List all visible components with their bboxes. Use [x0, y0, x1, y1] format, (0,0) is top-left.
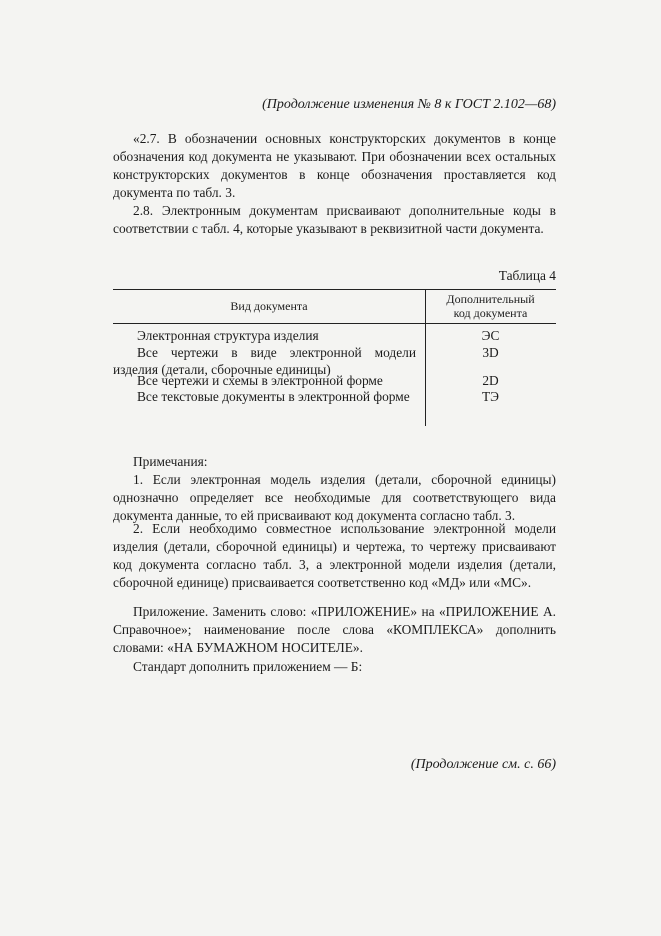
table-row-name: Все чертежи в виде электронной модели изделия (детали, сборочные единицы): [113, 345, 416, 377]
table-row-code: ТЭ: [481, 389, 500, 404]
supplement-paragraph: [113, 658, 556, 676]
note-2: [113, 520, 556, 592]
supplement-text: Стандарт дополнить приложением — Б:: [133, 659, 363, 674]
paragraph-2-7: [113, 130, 556, 202]
table-row-code: 3D: [482, 345, 499, 360]
table-row-name: Все чертежи и схемы в электронной форме: [137, 373, 383, 388]
column-header-doc-type: Вид документа: [230, 299, 308, 313]
table-header-rule: [113, 323, 556, 324]
paragraph-2-7-text: «2.7. В обозначении основных конструкторских документов в конце обозначения код документа не указывают. При обозначении всех остальных конструкторских документов в конце обозначения проставляется код документа по табл. 3.: [113, 131, 556, 200]
table-row-name: Электронная структура изделия: [137, 328, 319, 343]
column-header-extra-code-line1: Дополнительный: [446, 292, 535, 306]
table-row-name: Все текстовые документы в электронной форме: [137, 389, 410, 404]
appendix-text: Приложение. Заменить слово: «ПРИЛОЖЕНИЕ» на «ПРИЛОЖЕНИЕ А. Справочное»; наименование после слова «КОМПЛЕКСА» дополнить словами: «НА БУМАЖНОМ НОСИТЕЛЕ».: [113, 604, 556, 655]
table-row-code: 2D: [482, 373, 499, 388]
page-header: (Продолжение изменения № 8 к ГОСТ 2.102—68): [262, 97, 556, 112]
notes-title-text: Примечания:: [133, 454, 208, 469]
paragraph-2-8: [113, 202, 556, 238]
note-2-text: 2. Если необходимо совместное использование электронной модели изделия (детали, сборочной единицы) и чертежа, то чертежу присваивают код документа согласно табл. 3, а электронной модели изделия (детали, сборочной единице) присваивается соответственно код «МД» или «МС».: [113, 521, 556, 590]
table-top-rule: [113, 289, 556, 290]
paragraph-2-8-text: 2.8. Электронным документам присваивают дополнительные коды в соответствии с табл. 4, которые указывают в реквизитной части документа.: [113, 203, 556, 236]
note-1: [113, 471, 556, 525]
note-1-text: 1. Если электронная модель изделия (детали, сборочной единицы) однозначно определяет все необходимые для соответствующего вида документа данные, то ей присваивают код документа согласно табл. 3.: [113, 472, 556, 523]
column-header-extra-code: [425, 292, 556, 320]
table-row-code: ЭС: [481, 328, 500, 343]
appendix-paragraph: [113, 603, 556, 657]
table-caption: Таблица 4: [498, 268, 556, 283]
page-footer: (Продолжение см. с. 66): [410, 757, 556, 772]
notes-title: [113, 453, 556, 471]
column-header-extra-code-line2: код документа: [453, 306, 528, 320]
